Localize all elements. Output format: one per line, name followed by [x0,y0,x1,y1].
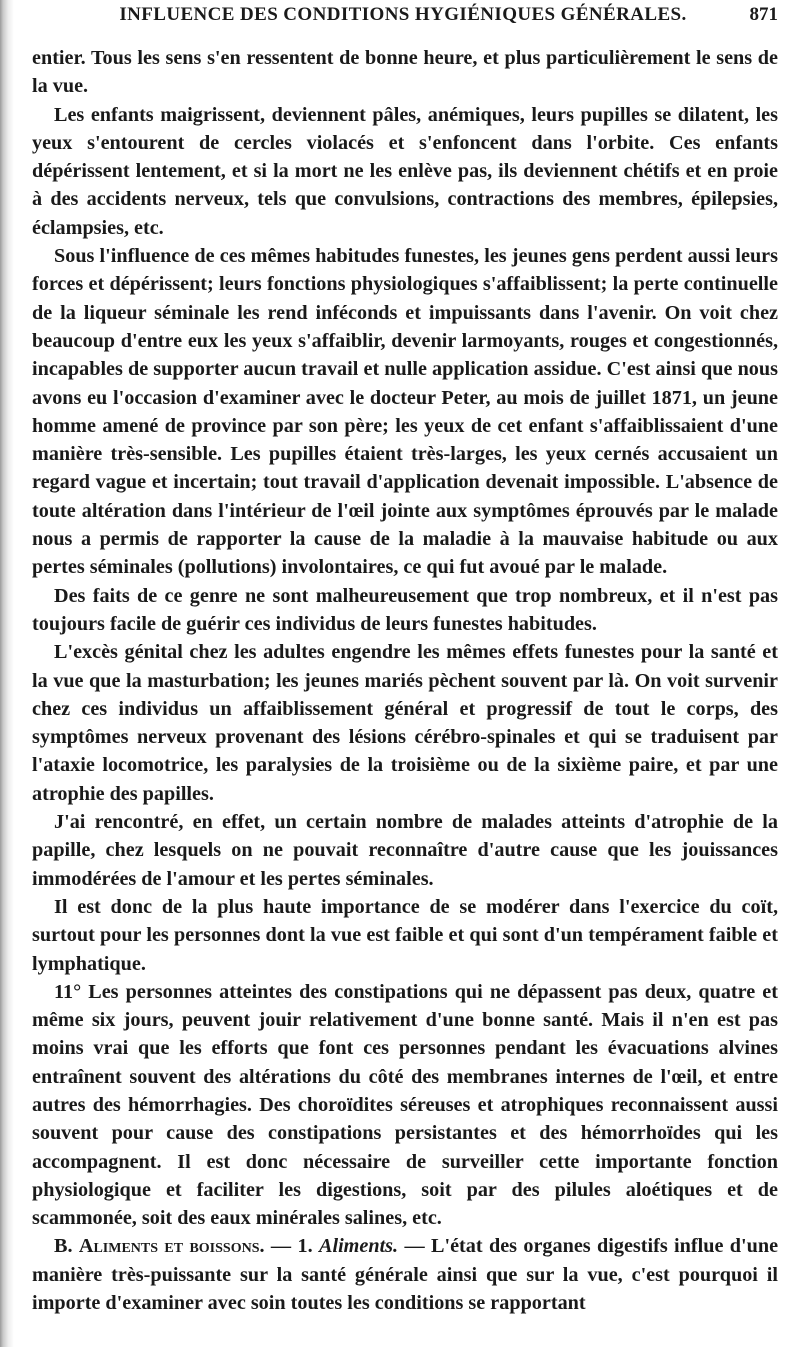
paragraph: Sous l'influence de ces mêmes habitudes funestes, les jeunes gens perdent aussi leurs forces et dépérissent; leurs fonctions physiologiques s'affaiblissent; la perte continuelle de la liqueur séminale les rend inféconds et impuissants dans l'avenir. On voit chez beaucoup d'entre eux les yeux s'affaiblir, devenir larmoyants, rouges et congestionnés, incapables de supporter aucun travail et nulle application assidue. C'est ainsi que nous avons eu l'occasion d'examiner avec le docteur Peter, au mois de juillet 1871, un jeune homme amené de province par son père; les yeux de cet enfant s'affaiblissaient d'une manière très-sensible. Les pupilles étaient très-larges, les yeux cernés accusaient un regard vague et incertain; tout travail d'application devenait impossible. L'absence de toute altération dans l'intérieur de l'œil jointe aux symptômes éprouvés par le malade nous a permis de rapporter la cause de la maladie à la mauvaise habitude ou aux pertes séminales (pollutions) involontaires, ce qui fut avoué par le malade. [32,245,778,579]
section-separator: — [270,1235,292,1258]
paragraph: Des faits de ce genre ne sont malheureusement que trop nombreux, et il n'est pas toujours facile de guérir ces individus de leurs funestes habitudes. [32,584,778,635]
paragraph: Les enfants maigrissent, deviennent pâles, anémiques, leurs pupilles se dilatent, les yeux s'entourent de cercles violacés et s'enfoncent dans l'orbite. Ces enfants dépérissent lentement, et si la mort ne les enlève pas, ils deviennent chétifs et en proie à des accidents nerveux, tels que convulsions, contractions des membres, épilepsies, éclampsies, etc. [32,103,778,239]
page-header [28,4,778,34]
subsection-title: Aliments. [319,1235,399,1258]
section-paragraph [32,1232,778,1317]
section-letter: B. [54,1235,73,1258]
paragraph: Il est donc de la plus haute importance de se modérer dans l'exercice du coït, surtout pour les personnes dont la vue est faible et qui sont d'un tempérament faible et lymphatique. [32,895,778,975]
paragraph: entier. Tous les sens s'en ressentent de bonne heure, et plus particulièrement le sens de la vue. [32,47,778,98]
section-text: — L'état des organes digestifs influe d'une manière très-puissante sur la santé générale ainsi que sur la vue, c'est pourquoi il importe d'examiner avec soin toutes les conditions se rapportant [32,1235,779,1315]
section-title: Aliments et boissons. [78,1235,265,1258]
paragraph: L'excès génital chez les adultes engendre les mêmes effets funestes pour la santé et la vue que la masturbation; les jeunes mariés pèchent souvent par là. On voit survenir chez ces individus un affaiblissement général et progressif de tout le corps, des symptômes nerveux provenant des lésions cérébro-spinales et qui se traduisent par l'ataxie locomotrice, les paralysies de la troisième ou de la sixième paire, et par une atrophie des papilles. [32,641,778,805]
running-head: INFLUENCE DES CONDITIONS HYGIÉNIQUES GÉNÉRALES. [119,4,687,25]
body-text [32,44,778,1317]
page-number: 871 [749,4,778,25]
subsection-number: 1. [297,1235,313,1258]
paragraph: J'ai rencontré, en effet, un certain nombre de malades atteints d'atrophie de la papille, chez lesquels on ne pouvait reconnaître d'autre cause que les jouissances immodérées de l'amour et les pertes séminales. [32,811,778,890]
page-binding-shadow [0,0,14,1347]
paragraph: 11° Les personnes atteintes des constipations qui ne dépassent pas deux, quatre et même six jours, peuvent jouir relativement d'une bonne santé. Mais il n'en est pas moins vrai que les efforts que font ces personnes pendant les évacuations alvines entraînent souvent des altérations du côté des membranes internes de l'œil, et entre autres des hémorrhagies. Des choroïdites séreuses et atrophiques reconnaissent aussi souvent pour cause des constipations persistantes et des hémorrhoïdes qui les accompagnent. Il est donc nécessaire de surveiller cette importante fonction physiologique et faciliter les digestions, soit par des pilules aloétiques et de scammonée, soit des eaux minérales salines, etc. [32,980,778,1230]
